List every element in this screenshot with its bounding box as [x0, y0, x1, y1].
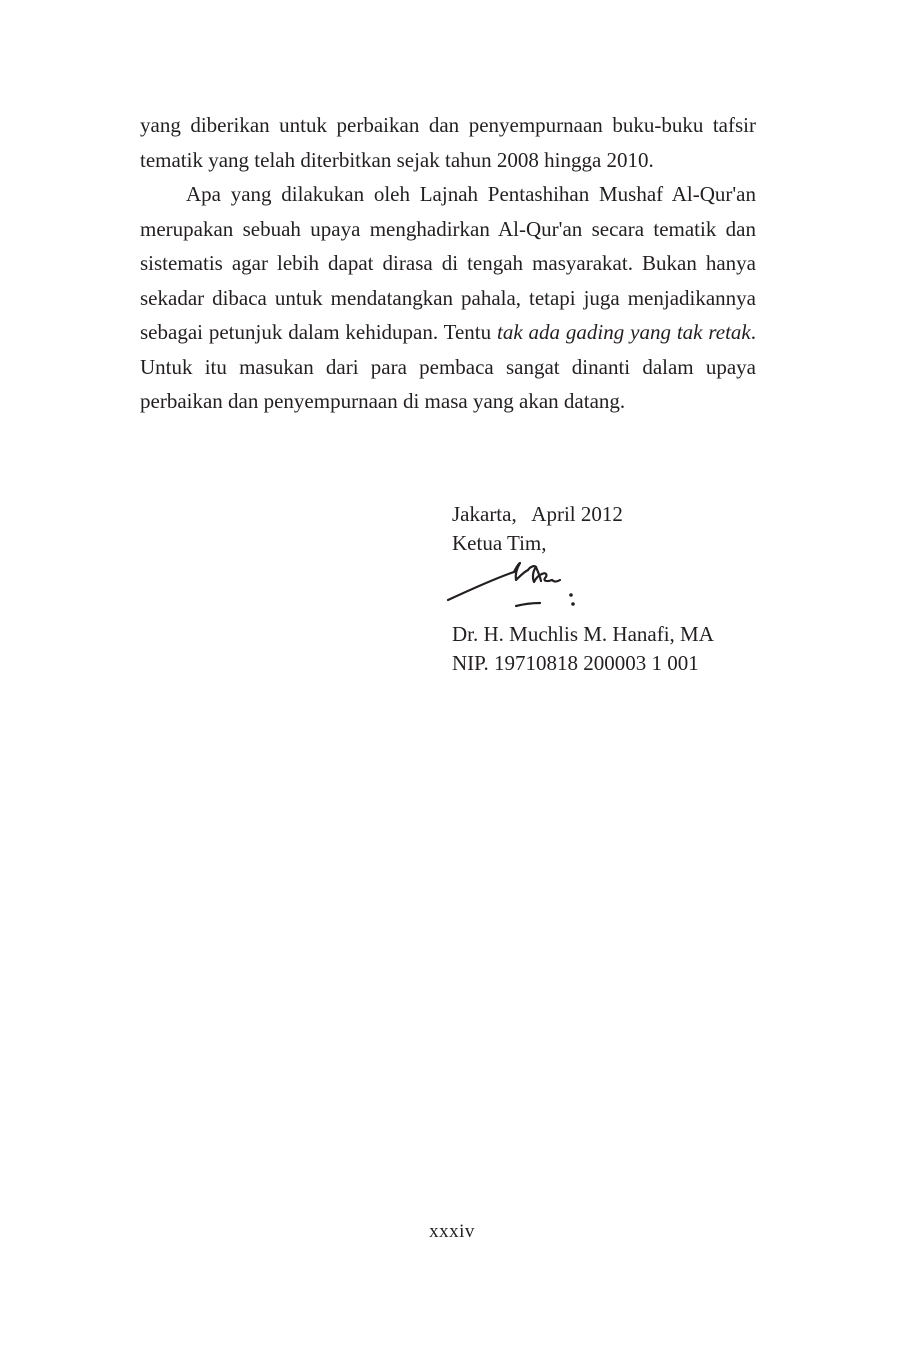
page-number: xxxiv — [429, 1221, 475, 1242]
signer-details — [452, 620, 772, 678]
handwritten-signature — [444, 558, 594, 618]
paragraph-2-text-end: . Untuk itu masukan dari para pembaca sangat dinanti dalam upaya perbaikan dan penyempurnaan di masa yang akan datang. — [140, 320, 756, 413]
signer-name: Dr. H. Muchlis M. Hanafi, MA — [452, 622, 714, 646]
paragraph-1: yang diberikan untuk perbaikan dan penyempurnaan buku-buku tafsir tematik yang telah diterbitkan sejak tahun 2008 hingga 2010. — [140, 113, 756, 172]
signer-nip: NIP. 19710818 200003 1 001 — [452, 651, 699, 675]
signature-header — [452, 500, 772, 558]
body-text — [140, 108, 756, 419]
place-date: Jakarta, April 2012 — [452, 502, 623, 526]
paragraph-2-text-start: Apa yang dilakukan oleh Lajnah Pentashihan Mushaf Al-Qur'an merupakan sebuah upaya menghadirkan Al-Qur'an secara tematik dan sistematis agar lebih dapat dirasa di tengah masyarakat. Bukan hanya sekadar dibaca untuk mendatangkan pahala, tetapi juga menjadikannya sebagai petunjuk dalam kehidupan. Tentu — [140, 182, 756, 344]
italic-proverb: tak ada gading yang tak retak — [497, 320, 751, 344]
paragraph-2 — [140, 177, 756, 419]
signer-role: Ketua Tim, — [452, 531, 547, 555]
